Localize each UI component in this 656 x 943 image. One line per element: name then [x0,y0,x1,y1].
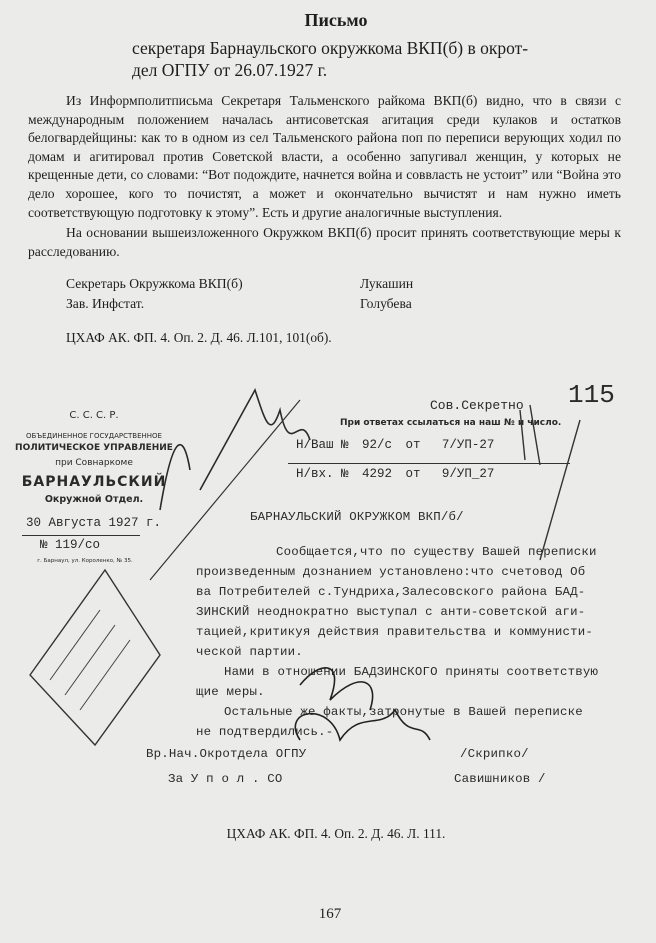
sign-position-1: Вр.Нач.Окротдела ОГПУ [146,747,307,761]
stamp-country: С. С. С. Р. [69,410,119,421]
typed-line: Остальные же факты,затронутые в Вашей переписке [224,705,583,719]
archive-reference-2: ЦХАФ АК. ФП. 4. Оп. 2. Д. 46. Л. 111. [226,826,446,841]
letter-body [28,92,621,346]
typed-line: Нами в отношении БАДЗИНСКОГО приняты соответствую [224,665,599,679]
subtitle-line-2: дел ОГПУ от 26.07.1927 г. [132,60,328,80]
document-title: Письмо [304,10,368,30]
stamp-date: 30 Августа 1927 г. [26,516,162,530]
stamp-org-line-3: при Совнаркоме [55,458,133,468]
stamp-dept-sub: Окружной Отдел. [44,494,144,505]
addressee: БАРНАУЛЬСКИЙ ОКРУЖКОМ ВКП/б/ [250,510,464,524]
signature-row-2 [28,294,621,314]
typed-line: ЗИНСКИЙ неоднократно выступал с анти-советской аги- [196,605,586,619]
signature-name-1: Лукашин [360,276,414,292]
incoming-reference: Н/вх. № 4292 от 9/УП_27 [296,467,495,481]
typed-line: щие меры. [196,685,265,699]
typed-line: ческой партии. [196,645,303,659]
reply-note: При ответах ссылаться на наш № и число. [340,418,562,428]
sign-position-2: За У п о л . СО [168,772,283,786]
paragraph-1: Из Информполитписьма Секретаря Тальменского райкома ВКП(б) видно, что в связи с международным положением началась антисоветская агитация среди кулаков и остатков белогвардейщины: как то в одном из сел Тальменского района поп по переписи верующих ходил по домам и агитировал против Советской власти, а особенно запугивал женщин, у которых не крещенные дети, со словами: “Вот подождите, начнется война и соввласть не устоит” или “Война это дело хорошее, кого то почистят, а может и окончательно вычистят и нам нужно иметь соответствующую подготовку к этому”. Есть и другие аналогичные выступления. [28,93,621,220]
typed-line: произведенным дознанием установлено:что счетовод Об [196,565,586,579]
typed-line: тацией,критикуя действия правительства и коммунисти- [196,625,594,639]
stamp-org-line-2: ПОЛИТИЧЕСКОЕ УПРАВЛЕНИЕ [15,443,173,453]
typed-line: не подтвердились.- [196,725,334,739]
stamp-number: № 119/со [40,538,101,552]
your-reference: Н/Ваш № 92/с от 7/УП-27 [296,438,495,452]
stamp-dept: БАРНАУЛЬСКИЙ [21,474,167,490]
signature-position-1: Секретарь Окружкома ВКП(б) [66,276,243,292]
signature-name-2: Голубева [360,296,412,312]
typed-line: ва Потребителей с.Тундриха,Залесовского района БАД- [196,585,586,599]
secrecy-label: Сов.Секретно [430,398,524,413]
handwritten-signature-lukashin [160,390,310,510]
registration-stamp-frame [30,570,160,745]
signature-position-2: Зав. Инфстат. [66,296,145,312]
archive-reference-1: ЦХАФ АК. ФП. 4. Оп. 2. Д. 46. Л.101, 101(об). [66,330,332,346]
signature-row-1 [28,274,621,294]
stamp-org-line-1: ОБЪЕДИНЕННОЕ ГОСУДАРСТВЕННОЕ [26,432,162,440]
sign-name-2: Савишников / [454,772,546,786]
registration-stamp-lines [50,610,130,710]
sign-name-1: /Скрипко/ [460,747,529,761]
subtitle-line-1: секретаря Барнаульского окружкома ВКП(б) в окрот- [132,38,529,58]
paragraph-2: На основании вышеизложенного Окружком ВКП(б) просит принять соответствующие меры к расследованию. [28,225,621,259]
stamp-address: г. Барнаул, ул. Короленко, № 35. [37,558,133,564]
page-number: 167 [318,906,342,922]
document-number: 115 [568,380,615,410]
typed-line: Сообщается,что по существу Вашей переписки [276,545,597,559]
